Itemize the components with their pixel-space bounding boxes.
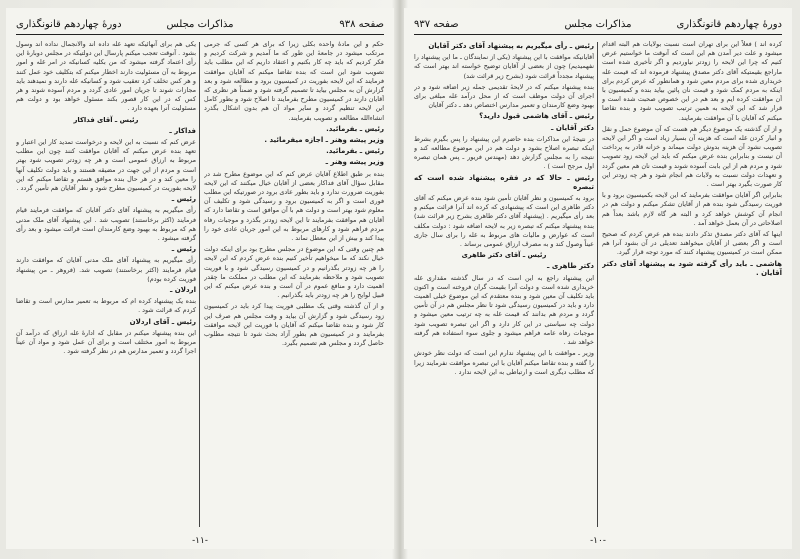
- left-page-column-right: [204, 40, 384, 529]
- section-title: مذاکرات مجلس: [166, 18, 234, 30]
- page-number-label: صفحه ۹۳۸: [339, 18, 384, 30]
- paragraph: بنده پیشنهاد میکنم که در لایحهٔ تقدیمی جمله زیر اضافه شود و در اجرای آن دولت موظف است که از محل درآمد غله مبلغی برای بهبود وضع کارمندان و تعمیر مدارس اختصاص دهد ـ دکتر آقایان: [414, 82, 594, 110]
- paragraph: این پیشنهاد راجع به این است که در سال گذشته مقداری غله خریداری شده است و دولت آنرا بقیمت گران فروخته است و اکنون باید تکلیف آن معین شود و بنده معتقدم که این موضوع خیلی اهمیت دارد و باید در کمیسیون رسیدگی شود تا نظر مجلس هم در آن تأمین گردد و مردم هم بدانند که قیمت غله به چه ترتیب معین میشود و دولت چه سیاستی در این کار دارد و اگر این تبصره تصویب شود موجبات رفاه عامه فراهم میشود و جلوی سوء استفاده هم گرفته خواهد شد .: [414, 273, 594, 347]
- paragraph: بنده بر طبق اطلاع آقایان عرض کنم که این موضوع مطرح شد در مقابل سؤال آقای فداکار بعضی از آقایان خیال میکنند که این لایحه بفوریت ضرورت ندارد و باید بطور عادی برود در صورتیکه این مطلب فوری است و اگر به کمیسیون برود و رسیدگی شود و تکلیف آن معلوم شود بهتر است و دولت هم با آن موافق است و تقاضا دارد که آقایان هم موافقت بفرمایند تا این لایحه زودتر بگذرد و موجبات رفاه مردم فراهم شود و کارهای مربوط به این امور جریان عادی خود را پیدا کند و بیش از این معطل نماند .: [204, 169, 384, 243]
- left-page: [6, 8, 394, 549]
- paragraph: بنده یک پیشنهاد کرده ام که مربوط به تعمیر مدارس است و تقاضا کردم که قرائت شود .: [16, 297, 196, 315]
- speaker-line: وزیر پیشه وهنر ـ: [325, 158, 384, 167]
- journal-title: دورهٔ چهاردهم قانونگذاری: [676, 18, 782, 30]
- paragraph: آقایانیکه موافقت با این پیشنهاد (یکی از نمایندگان ـ ما این پیشنهاد را نفهمیدیم) چون از بعضی از آقایان توضیح خواسته اند بهتر است که پیشنهاد مجدداً قرائت شود (بشرح زیر قرائت شد): [414, 53, 594, 80]
- page-footer-number: -۱۱-: [192, 536, 208, 546]
- paragraph: رأی میگیریم به پیشنهاد آقای ملک مدنی آقایان که موافقت دارند قیام فرمایند (اکثر برخاستند) تصویب شد. (فروهر ـ من پیشنهاد فوریت کرده بودم): [16, 256, 196, 283]
- paragraph: در نتیجهٔ این مذاکرات بنده حاضرم این پیشنهاد را پس بگیرم بشرط اینکه تبصره اصلاح بشود و دولت هم در این موضوع مطالعه کند و نتیجه را به مجلس گزارش دهد (مهندس فریور ـ پس همان تبصره اول مرجح است ) .: [414, 134, 594, 171]
- paragraph: رأی میگیریم به پیشنهاد آقای دکتر آقایان که موافقت فرمایند قیام فرمایند (اکثر برخاستند) تصویب شد . این پیشنهاد آقای ملک مدنی هم که مربوط به بهبود وضع کارمندان است قرائت میشود و بعد رأی گرفته میشود .: [16, 206, 196, 243]
- speaker-line: رئیس ـ آقای فداکار: [73, 115, 139, 124]
- paragraph: کرده اند ) فعلاً این برای تهران است نسبت بولایات هم البته اقدام میشود و علت دیر آمدن هم این است که آنوقت ما خواستیم عرض کنیم که چرا این لایحه را زودتر نیاوردیم و اگر تأخیری شده است ماراجع بقیمتیکه آقای دکتر مصدق پیشنهاد فرموده اند که قیمت غله خریداری شده برای مردم معین شود و همانطور که عرض کردم برای اینکه به مردم کمک شود و قیمت نان پائین بیاید بنده و کمیسیون با آن موافقت کرده ایم و بعد هم در این خصوص صحبت شده است و قرار شد که این لایحه به همین ترتیب تصویب شود و بنده تقاضا میکنم که آقایان با آن موافقت بفرمایند.: [602, 40, 782, 122]
- paragraph: و از آن گذشته یک موضوع دیگر هم هست که آن موضوع حمل و نقل و انبار کردن غله است که هزینه آن بسیار زیاد است و اگر این لایحه تصویب نشود آن هزینه بدوش دولت میماند و خزانه قادر به پرداخت آن نیست و بنابراین بنده عرض میکنم که باید این لایحه زود تصویب شود و مردم هم از این بابت آسوده شوند و قیمت نان هم معین گردد و تعهدات دولت نسبت به ولایات هم انجام شود و هر چه زودتر این کار صورت بگیرد بهتر است .: [602, 124, 782, 189]
- speaker-line: رئیس ـ رأی میگیریم به پیشنهاد آقای دکتر آقایان: [428, 42, 594, 50]
- speaker-line: رئیس ـ آقای دکتر طاهری: [461, 251, 547, 260]
- speaker-line: رئیس ـ آقای اردلان: [129, 317, 196, 326]
- paragraph: حکم و این مادهٔ واحده بکلی زیرا که برای هر کسی که جرمی مرتکب میشود در جامعهٔ این طور که ما آمدیم و شرکت کردیم و فکر کردیم که باید چه کار بکنیم و اعتقاد داریم که این مطلب باید تصویب شود این است که بنده تقاضا میکنم که آقایان موافقت فرمایند که این لایحه بفوریت در کمیسیون برود و مطالعه شود و بعد گزارش آن به مجلس بیاید تا تصمیم گرفته شود و ضمناً هر نظری که آقایان دارند در کمیسیون مطرح بفرمایند تا اصلاح شود و بطور کامل این لایحه تنظیم گردد و سایر مواد آن هم بدون اشکال بگذرد انشاءالله مطالعه و تصویب بفرمایند.: [204, 40, 384, 122]
- speaker-line: اردلان ـ: [169, 286, 196, 295]
- right-page-column-left: [414, 40, 594, 529]
- right-page-column-right: [602, 40, 782, 529]
- right-running-head: [414, 14, 782, 35]
- journal-title: دورهٔ چهاردهم قانونگذاری: [16, 18, 122, 30]
- speaker-line: دکتر آقایان ـ: [551, 123, 594, 132]
- speaker-line: فداکار ـ: [169, 126, 196, 135]
- paragraph: برود به کمیسیون و نظر آقایان تأمین شود بنده عرض میکنم که آقای دکتر طاهری این است که پیشنهادی که کرده اند آنرا قرائت میکنم و بعد رأی میگیریم . (پیشنهاد آقای دکتر طاهری بشرح زیر قرائت شد) بنده پیشنهاد میکنم که تبصره زیر به لایحه اضافه شود : دولت مکلف است که عوارض و مالیات های مربوط به غله را برای سال جاری عیناً وصول کند و به مصرف ارزاق عمومی برساند .: [414, 194, 594, 249]
- paragraph: اینها که آقای دکتر مصدق تذکر دادند بنده هم عرض کردم که صحیح است و اگر بعضی از آقایان میخواهند تعدیلی در آن بشود آنرا هم ممکن است در کمیسیون پیشنهاد کنند که مورد توجه قرار گیرد.: [602, 230, 782, 257]
- paragraph: و از آن گذشته وقتی یک مطلبی فوریت پیدا کرد باید در کمیسیون زود رسیدگی شود و گزارش آن بیاید و وقت مجلس هم صرف این کار شود و بنده تقاضا میکنم که آقایان با فوریت این لایحه موافقت بفرمایند و در کمیسیون هم بطور آزاد بحث شود تا نتیجه مطلوب حاصل گردد و مجلس هم تصمیم بگیرد.: [204, 302, 384, 348]
- paragraph: بنابراین اگر آقایان موافقت بفرمایند که این لایحه بکمیسیون برود و با فوریت رسیدگی شود بنده هم از آقایان تشکر میکنم و دولت هم در انجام آن کوشش خواهد کرد و البته هر گاه لازم باشد بعداً هم اصلاحاتی در آن بعمل خواهد آمد .: [602, 191, 782, 227]
- paragraph: وزیر ـ موافقت با این پیشنهاد ندارم این است که دولت نظر خودش را گفته و بنده تقاضا میکنم آقایان با این تبصره موافقت نفرمایند زیرا که مطلب دیگری است و ارتباطی به این لایحه ندارد .: [414, 349, 594, 376]
- paragraph: یکی هم برای آنهائیکه تعهد غله داده اند والانجمال نداده اند وسول بشود . آنوقت تعجب میکنم پارسال این دولتیکه در مجلس دوبارهٔ این رأی اعتماد گرفته میشود که من بکلیه کسانیکه در امر غله و امور مربوط به آن مسئولیت دارند اخطار میکنم که بتکلیف خود عمل کنند و هر کس تخلف کرد تعقیب شود و کسانیکه غله دارند و نمیدهند باید مجازات شوند تا جریان امور عادی گردد و مردم آسوده شوند و هر کس که در این کار قصور بکند مسئول خواهد بود و دولت هم مسئولیت آنرا بعهده دارد .: [16, 40, 196, 113]
- paragraph: هم چنین وقتی که این موضوع در مجلس مطرح بود برای اینکه دولت خیال نکند که ما میخواهیم تأخیر کنیم بنده عرض کردم که این لایحه را هر چه زودتر بگذرانیم و در کمیسیون رسیدگی شود و با فوریت تصویب شود و ملاحظه بفرمایند که این مطلب در مملکت ما چقدر اهمیت دارد و منافع عموم در آن است و بنده عرض میکنم که این قبیل لوایح را هر چه زودتر باید بگذرانیم .: [204, 245, 384, 300]
- speaker-line: رئیس ـ: [171, 245, 196, 254]
- speaker-line: رئیس ـ: [171, 195, 196, 204]
- section-title: مذاکرات مجلس: [564, 18, 632, 30]
- speaker-line: دکتر طاهری ـ: [547, 262, 594, 271]
- column-divider: [199, 42, 200, 527]
- speaker-line: رئیس ـ آقای هاشمی قبول دارید؟: [479, 112, 594, 121]
- paragraph: عرض کنم که نسبت به این لایحه و درخواست تمدید کار این اعتبار و تعهد بنده عرض میکنم که آقایان موافقت کنند چون این مطلب مربوط به ارزاق عمومی است و هر چه زودتر تصویب شود بهتر است و مردم از این جهت در مضیقه هستند و باید دولت تکلیف آنها را معین کند و در هر حال بنده موافق هستم و تقاضا میکنم که این لایحه بفوریت در کمیسیون مطرح شود و نظر آقایان هم تأمین گردد .: [16, 138, 196, 193]
- column-divider: [597, 42, 598, 527]
- speaker-line: رئیس ـ حالا که در فقره پیشنهاد شده است که تبصره: [414, 173, 594, 191]
- speaker-line: وزیر پیشه وهنر ـ اجازه میفرمائید .: [264, 136, 384, 145]
- page-number-label: صفحه ۹۳۷: [414, 18, 459, 30]
- page-footer-number: -۱۰-: [590, 536, 606, 546]
- speaker-line: رئیس ـ بفرمائید.: [326, 147, 384, 156]
- left-running-head: [16, 14, 384, 35]
- right-page: [404, 8, 792, 549]
- speaker-line: رئیس ـ بفرمائید.: [326, 124, 384, 133]
- speaker-line: هاشمی ـ باید رأی گرفته شود به پیشنهاد آقای دکتر آقایان .: [602, 259, 782, 277]
- paragraph: این بنده پیشنهاد میکنم در مقابل که ادارهٔ غله ارزاق که درآمد آن مربوط به امور مختلف است و برای آن عمل شود و مواد آن عیناً اجرا گردد و تعمیر مدارس هم در نظر گرفته شود .: [16, 328, 196, 356]
- left-page-column-left: [16, 40, 196, 529]
